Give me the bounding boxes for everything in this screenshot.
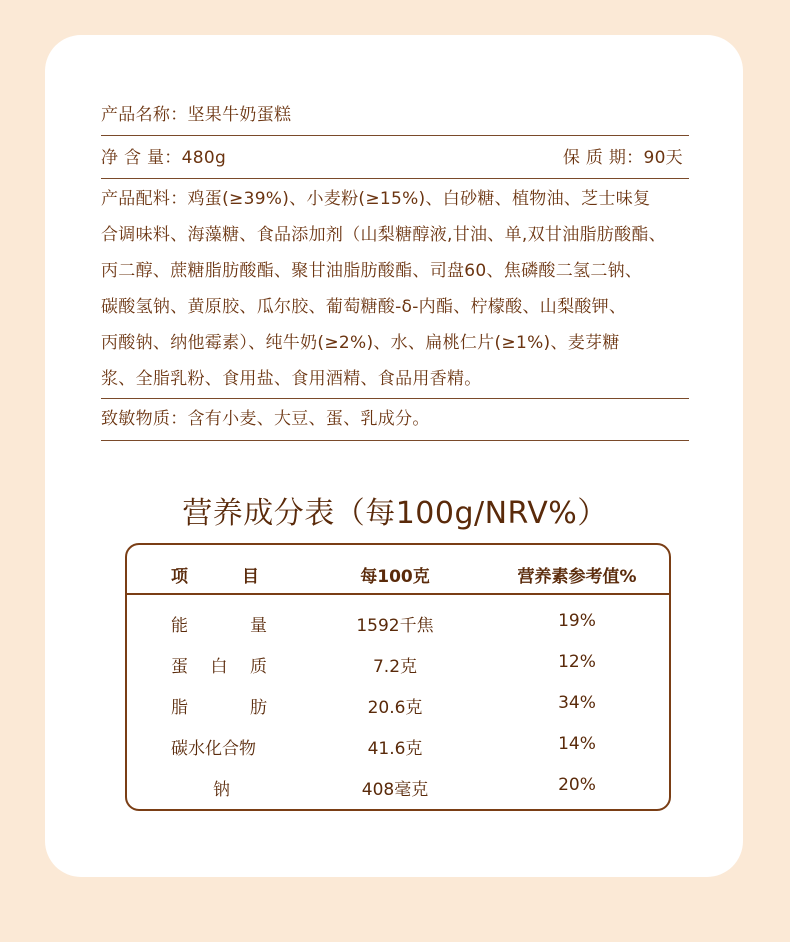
row-per100: 20.6克 [367,698,423,718]
ingredients-line: 浆、全脂乳粉、食用盐、食用酒精、食品用香精。 [101,369,482,389]
nutrition-title: 营养成分表（每100g/NRV%） [182,496,608,531]
net-weight-label: 净 含 量： [101,148,182,168]
nutrition-table [125,543,671,811]
row-per100: 1592千焦 [356,616,434,636]
row-name [171,611,267,636]
shelf-life-value: 90天 [643,148,683,168]
allergen-row [101,408,689,431]
row-per100: 41.6克 [367,739,423,759]
ingredients [101,188,689,404]
row-nrv: 14% [558,734,596,754]
shelf-life [563,147,683,170]
header-item-char: 目 [242,567,259,587]
row-name-char: 脂 [171,698,188,718]
row-name-char: 蛋 [171,657,188,677]
header-divider [127,593,669,595]
ingredients-line: 产品配料：鸡蛋(≥39%)、小麦粉(≥15%)、白砂糖、植物油、芝士味复 [101,189,651,209]
ingredients-line: 合调味料、海藻糖、食品添加剂（山梨糖醇液,甘油、单,双甘油脂肪酸酯、 [101,225,667,245]
row-name: 碳水化合物 [171,739,256,759]
row-name: 钠 [213,780,230,800]
row-name-char: 量 [250,616,267,636]
row-nrv: 12% [558,652,596,672]
row-nrv: 34% [558,693,596,713]
divider [101,440,689,441]
ingredients-line: 碳酸氢钠、黄原胶、瓜尔胶、葡萄糖酸-δ-内酯、柠檬酸、山梨酸钾、 [101,297,627,317]
header-per100: 每100克 [360,567,430,587]
row-per100: 408毫克 [361,780,429,800]
product-name-row [101,104,689,127]
row-nrv: 20% [558,775,596,795]
row-name-char: 质 [250,657,267,677]
net-weight-row [101,147,689,170]
ingredients-line: 丙酸钠、纳他霉素）、纯牛奶(≥2%)、水、扁桃仁片(≥1%)、麦芽糖 [101,333,620,353]
header-nrv: 营养素参考值% [517,567,637,587]
row-name-char: 肪 [250,698,267,718]
shelf-life-label: 保 质 期： [562,148,644,168]
row-name-char: 能 [171,616,188,636]
row-name [171,652,267,677]
divider [101,398,689,399]
row-per100: 7.2克 [372,657,418,677]
net-weight-value: 480g [181,148,227,168]
allergen-value: 含有小麦、大豆、蛋、乳成分。 [187,409,430,429]
allergen-label: 致敏物质： [101,409,188,429]
row-nrv: 19% [558,611,596,631]
row-name [171,693,267,718]
divider [101,178,689,179]
product-name-label: 产品名称： [101,105,188,125]
divider [101,135,689,136]
header-item-char: 项 [171,567,188,587]
product-name-value: 坚果牛奶蛋糕 [187,105,292,125]
row-name-char: 白 [210,657,228,677]
header-item [171,562,259,587]
ingredients-line: 丙二醇、蔗糖脂肪酸酯、聚甘油脂肪酸酯、司盘60、焦磷酸二氢二钠、 [101,261,643,281]
